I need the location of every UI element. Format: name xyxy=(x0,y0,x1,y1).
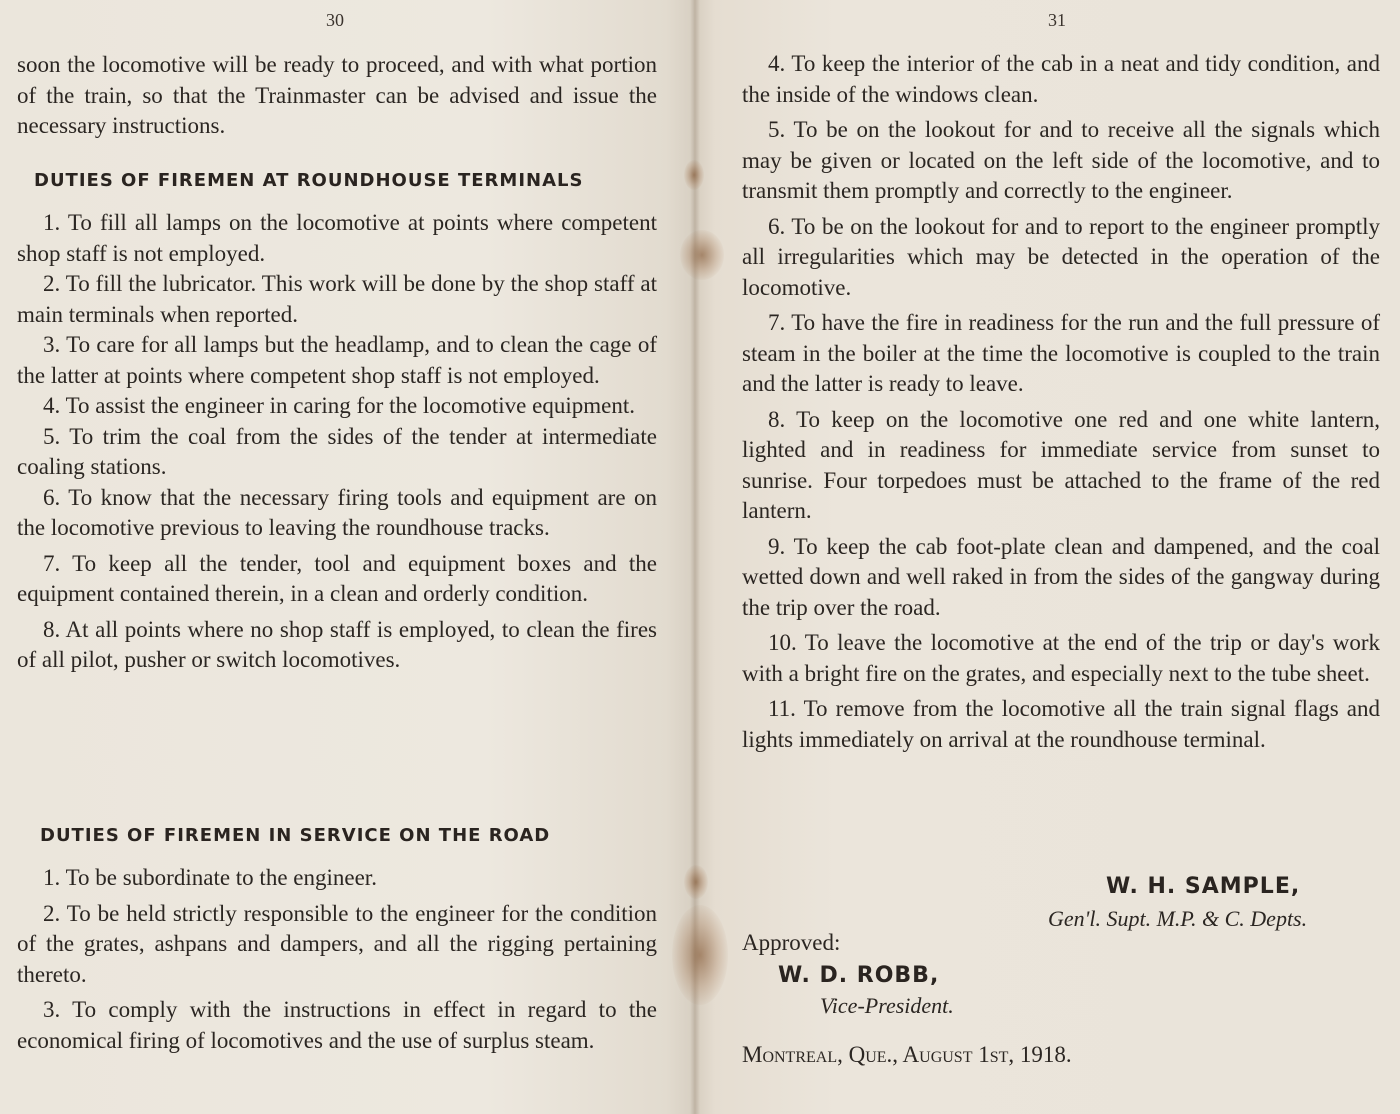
list-item: 8. To keep on the locomotive one red and one white lantern, lighted and in readiness for immediate service from sunset to sunrise. Four torpedoes must be attached to the frame of the red lantern. xyxy=(742,406,1380,523)
list-item: 9. To keep the cab foot-plate clean and dampened, and the coal wetted down and well raked in from the sides of the gangway during the trip over the road. xyxy=(742,533,1380,620)
approved-label: Approved: xyxy=(742,930,841,955)
left-page xyxy=(0,0,694,1114)
place-date: Montreal, Que., August 1st, 1918. xyxy=(742,1042,1072,1067)
list-item: 11. To remove from the locomotive all the train signal flags and lights immediately on arrival at the roundhouse terminal. xyxy=(742,696,1380,752)
signatory-title: Gen'l. Supt. M.P. & C. Depts. xyxy=(1048,906,1308,931)
list-item: 10. To leave the locomotive at the end of the trip or day's work with a bright fire on the grates, and especially next to the tube sheet. xyxy=(742,630,1380,686)
section-heading-road: DUTIES OF FIREMEN IN SERVICE ON THE ROAD xyxy=(40,825,551,846)
list-item: 6. To know that the necessary firing tools and equipment are on the locomotive previous to leaving the roundhouse tracks. xyxy=(17,484,657,540)
page-number: 30 xyxy=(326,10,344,30)
list-item: 1. To fill all lamps on the locomotive at points where competent shop staff is not employed. xyxy=(17,210,657,266)
approver-title: Vice-President. xyxy=(820,993,954,1018)
list-item: 3. To comply with the instructions in effect in regard to the economical firing of locomotives and the use of surplus steam. xyxy=(17,997,657,1053)
section-heading-roundhouse: DUTIES OF FIREMEN AT ROUNDHOUSE TERMINALS xyxy=(34,170,584,191)
list-item: 5. To trim the coal from the sides of the tender at intermediate coaling stations. xyxy=(17,423,657,479)
binding-stain xyxy=(672,905,728,1005)
right-page xyxy=(694,0,1400,1114)
list-item: 6. To be on the lookout for and to report to the engineer promptly all irregularities which may be detected in the operation of the locomotive. xyxy=(742,213,1380,300)
roundhouse-list xyxy=(17,208,657,681)
left-page-text xyxy=(17,50,657,147)
list-item: 3. To care for all lamps but the headlamp, and to clean the cage of the latter at points where competent shop staff is not employed. xyxy=(17,332,657,388)
list-item: 1. To be subordinate to the engineer. xyxy=(43,865,377,890)
list-item: 5. To be on the lookout for and to receive all the signals which may be given or located on the left side of the locomotive, and to transmit them promptly and correctly to the engineer. xyxy=(742,117,1380,203)
binding-stain xyxy=(680,230,724,280)
list-item: 7. To keep all the tender, tool and equipment boxes and the equipment contained therein, in a clean and orderly condition. xyxy=(17,550,657,606)
list-item: 2. To fill the lubricator. This work will be done by the shop staff at main terminals when reported. xyxy=(17,271,657,327)
heading-block xyxy=(34,166,654,197)
binding-stain xyxy=(684,160,704,190)
list-item: 4. To keep the interior of the cab in a neat and tidy condition, and the inside of the windows clean. xyxy=(742,51,1380,107)
road-list-right xyxy=(742,49,1380,760)
list-item: 2. To be held strictly responsible to the engineer for the condition of the grates, ashpans and dampers, and all the rigging pertaining thereto. xyxy=(17,900,657,987)
approver-name: W. D. ROBB, xyxy=(778,963,940,988)
list-item: 8. At all points where no shop staff is employed, to clean the fires of all pilot, pusher or switch locomotives. xyxy=(17,616,657,672)
list-item: 4. To assist the engineer in caring for the locomotive equipment. xyxy=(43,393,635,418)
list-item: 7. To have the fire in readiness for the run and the full pressure of steam in the boiler at the time the locomotive is coupled to the train and the latter is ready to leave. xyxy=(742,310,1380,396)
heading-block xyxy=(40,821,660,852)
page-number: 31 xyxy=(1048,10,1066,30)
binding-stain xyxy=(684,865,708,899)
signatory-name: W. H. SAMPLE, xyxy=(1106,874,1301,899)
road-list-left xyxy=(17,863,657,1061)
intro-paragraph: soon the locomotive will be ready to proceed, and with what portion of the train, so that the Trainmaster can be advised and issue the necessary instructions. xyxy=(17,52,657,138)
